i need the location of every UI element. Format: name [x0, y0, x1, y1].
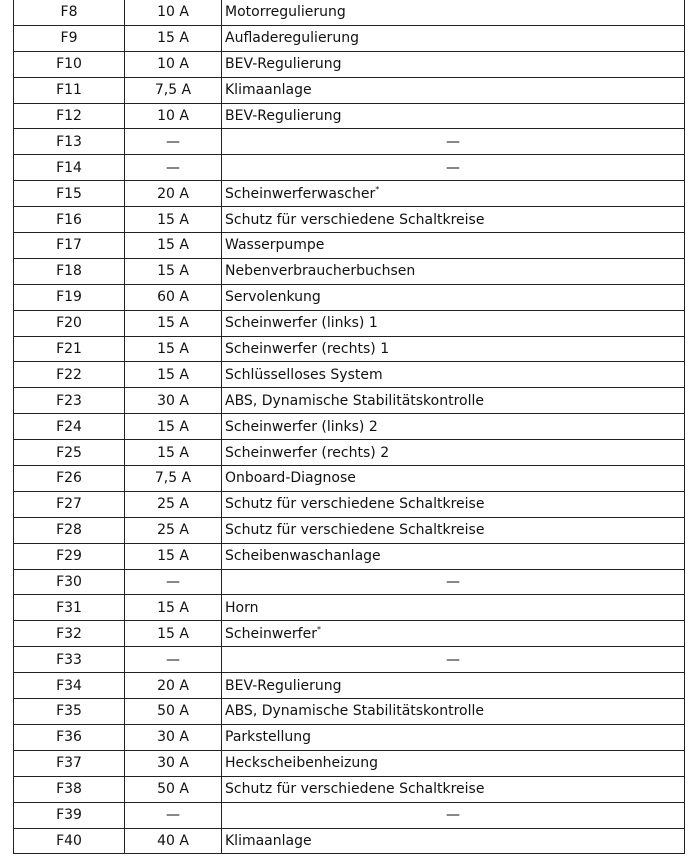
table-row [14, 77, 685, 103]
description-text: Scheinwerferwascher [225, 185, 376, 202]
description-cell [222, 673, 685, 699]
amperage-cell: 15 A [125, 233, 222, 259]
fuse-id-cell: F14 [14, 155, 125, 181]
amperage-cell: 10 A [125, 103, 222, 129]
amperage-cell: — [125, 129, 222, 155]
description-text: Klimaanlage [225, 82, 312, 99]
amperage-cell: 15 A [125, 207, 222, 233]
fuse-id-cell: F32 [14, 621, 125, 647]
fuse-id-cell: F19 [14, 284, 125, 310]
amperage-cell: 15 A [125, 440, 222, 466]
table-row [14, 647, 685, 673]
description-text: ABS, Dynamische Stabilitätskontrolle [225, 703, 484, 720]
amperage-cell: 30 A [125, 724, 222, 750]
fuse-id-cell: F29 [14, 543, 125, 569]
description-cell [222, 284, 685, 310]
description-text: Heckscheibenheizung [225, 755, 379, 772]
amperage-cell: 15 A [125, 543, 222, 569]
amperage-cell: — [125, 569, 222, 595]
description-text: — [446, 651, 460, 668]
table-row [14, 284, 685, 310]
table-row [14, 776, 685, 802]
amperage-cell: — [125, 155, 222, 181]
description-cell [222, 466, 685, 492]
fuse-id-cell: F24 [14, 414, 125, 440]
fuse-id-cell: F21 [14, 336, 125, 362]
description-cell [222, 647, 685, 673]
fuse-id-cell: F10 [14, 51, 125, 77]
table-row [14, 569, 685, 595]
description-text: BEV-Regulierung [225, 56, 342, 73]
description-text: Schutz für verschiedene Schaltkreise [225, 496, 485, 513]
description-text: Scheibenwaschanlage [225, 548, 381, 565]
table-row [14, 595, 685, 621]
amperage-cell: 15 A [125, 310, 222, 336]
table-row [14, 103, 685, 129]
description-cell [222, 362, 685, 388]
description-cell [222, 129, 685, 155]
amperage-cell: 50 A [125, 776, 222, 802]
fuse-id-cell: F25 [14, 440, 125, 466]
fuse-id-cell: F31 [14, 595, 125, 621]
table-row [14, 802, 685, 828]
fuse-id-cell: F37 [14, 750, 125, 776]
fuse-id-cell: F9 [14, 25, 125, 51]
amperage-cell: 15 A [125, 414, 222, 440]
footnote-marker: * [375, 184, 380, 194]
amperage-cell: 40 A [125, 828, 222, 854]
description-cell [222, 802, 685, 828]
table-row [14, 517, 685, 543]
amperage-cell: 15 A [125, 258, 222, 284]
description-cell [222, 569, 685, 595]
amperage-cell: 60 A [125, 284, 222, 310]
amperage-cell: 25 A [125, 491, 222, 517]
table-row [14, 440, 685, 466]
fuse-id-cell: F16 [14, 207, 125, 233]
description-cell [222, 595, 685, 621]
description-cell [222, 310, 685, 336]
fuse-id-cell: F22 [14, 362, 125, 388]
table-row [14, 828, 685, 854]
fuse-id-cell: F18 [14, 258, 125, 284]
table-row [14, 155, 685, 181]
table-row [14, 25, 685, 51]
fuse-id-cell: F15 [14, 181, 125, 207]
fuse-table [13, 0, 685, 854]
description-cell [222, 621, 685, 647]
table-row [14, 362, 685, 388]
description-text: Aufladeregulierung [225, 30, 359, 47]
description-text: Parkstellung [225, 729, 312, 746]
table-row [14, 207, 685, 233]
description-text: Onboard-Diagnose [225, 470, 356, 487]
amperage-cell: 15 A [125, 595, 222, 621]
description-text: Scheinwerfer (links) 1 [225, 315, 378, 332]
table-row [14, 129, 685, 155]
description-text: Nebenverbraucherbuchsen [225, 263, 416, 280]
amperage-cell: 15 A [125, 25, 222, 51]
amperage-cell: 20 A [125, 181, 222, 207]
amperage-cell: 7,5 A [125, 77, 222, 103]
description-text: Horn [225, 599, 259, 616]
description-text: BEV-Regulierung [225, 677, 342, 694]
amperage-cell: 10 A [125, 0, 222, 25]
description-cell [222, 543, 685, 569]
amperage-cell: 25 A [125, 517, 222, 543]
description-text: BEV-Regulierung [225, 108, 342, 124]
fuse-id-cell: F11 [14, 77, 125, 103]
description-cell [222, 699, 685, 725]
table-row [14, 0, 685, 25]
description-text: Wasserpumpe [225, 237, 325, 254]
description-text: Schutz für verschiedene Schaltkreise [225, 781, 485, 798]
description-cell [222, 440, 685, 466]
table-row [14, 673, 685, 699]
description-text: Scheinwerfer (links) 2 [225, 418, 378, 435]
fuse-id-cell: F35 [14, 699, 125, 725]
fuse-id-cell: F28 [14, 517, 125, 543]
description-cell [222, 77, 685, 103]
amperage-cell: — [125, 802, 222, 828]
amperage-cell: 50 A [125, 699, 222, 725]
fuse-id-cell: F12 [14, 103, 125, 129]
fuse-id-cell: F8 [14, 0, 125, 25]
description-cell [222, 25, 685, 51]
fuse-id-cell: F39 [14, 802, 125, 828]
description-cell [222, 258, 685, 284]
amperage-cell: 15 A [125, 621, 222, 647]
table-row [14, 336, 685, 362]
fuse-id-cell: F34 [14, 673, 125, 699]
description-cell [222, 776, 685, 802]
fuse-id-cell: F40 [14, 828, 125, 854]
fuse-id-cell: F20 [14, 310, 125, 336]
description-cell [222, 336, 685, 362]
description-text: Motorregulierung [225, 4, 346, 21]
amperage-cell: 30 A [125, 388, 222, 414]
description-text: Scheinwerfer (rechts) 1 [225, 341, 390, 358]
fuse-id-cell: F17 [14, 233, 125, 259]
description-cell [222, 724, 685, 750]
description-cell [222, 181, 685, 207]
table-row [14, 543, 685, 569]
amperage-cell: 15 A [125, 362, 222, 388]
description-text: Schutz für verschiedene Schaltkreise [225, 522, 485, 539]
description-text: Scheinwerfer (rechts) 2 [225, 444, 390, 461]
description-cell [222, 155, 685, 181]
fuse-id-cell: F38 [14, 776, 125, 802]
amperage-cell: 15 A [125, 336, 222, 362]
table-row [14, 310, 685, 336]
table-row [14, 699, 685, 725]
description-text: Servolenkung [225, 289, 321, 306]
description-cell [222, 0, 685, 25]
amperage-cell: 7,5 A [125, 466, 222, 492]
description-text: ABS, Dynamische Stabilitätskontrolle [225, 392, 484, 409]
description-cell [222, 103, 685, 129]
table-row [14, 750, 685, 776]
description-text: — [446, 159, 460, 176]
description-cell [222, 517, 685, 543]
description-cell [222, 414, 685, 440]
description-cell [222, 51, 685, 77]
table-row [14, 466, 685, 492]
fuse-id-cell: F27 [14, 491, 125, 517]
table-row [14, 414, 685, 440]
description-cell [222, 233, 685, 259]
description-text: Klimaanlage [225, 832, 312, 849]
fuse-id-cell: F30 [14, 569, 125, 595]
description-text: — [446, 807, 460, 824]
table-row [14, 491, 685, 517]
description-cell [222, 491, 685, 517]
fuse-id-cell: F23 [14, 388, 125, 414]
amperage-cell: 10 A [125, 51, 222, 77]
description-text: Schutz für verschiedene Schaltkreise [225, 211, 485, 228]
fuse-id-cell: F36 [14, 724, 125, 750]
table-row [14, 258, 685, 284]
fuse-id-cell: F13 [14, 129, 125, 155]
description-text: Scheinwerfer [225, 625, 317, 642]
fuse-id-cell: F26 [14, 466, 125, 492]
description-text: Schlüsselloses System [225, 366, 383, 383]
description-cell [222, 828, 685, 854]
table-row [14, 181, 685, 207]
fuse-id-cell: F33 [14, 647, 125, 673]
description-text: — [446, 133, 460, 150]
table-row [14, 724, 685, 750]
table-row [14, 621, 685, 647]
table-row [14, 51, 685, 77]
fuse-table-body [14, 0, 685, 854]
amperage-cell: — [125, 647, 222, 673]
table-row [14, 233, 685, 259]
description-text: — [446, 574, 460, 591]
amperage-cell: 30 A [125, 750, 222, 776]
description-cell [222, 207, 685, 233]
description-cell [222, 750, 685, 776]
footnote-marker: * [316, 624, 321, 634]
amperage-cell: 20 A [125, 673, 222, 699]
table-row [14, 388, 685, 414]
description-cell [222, 388, 685, 414]
